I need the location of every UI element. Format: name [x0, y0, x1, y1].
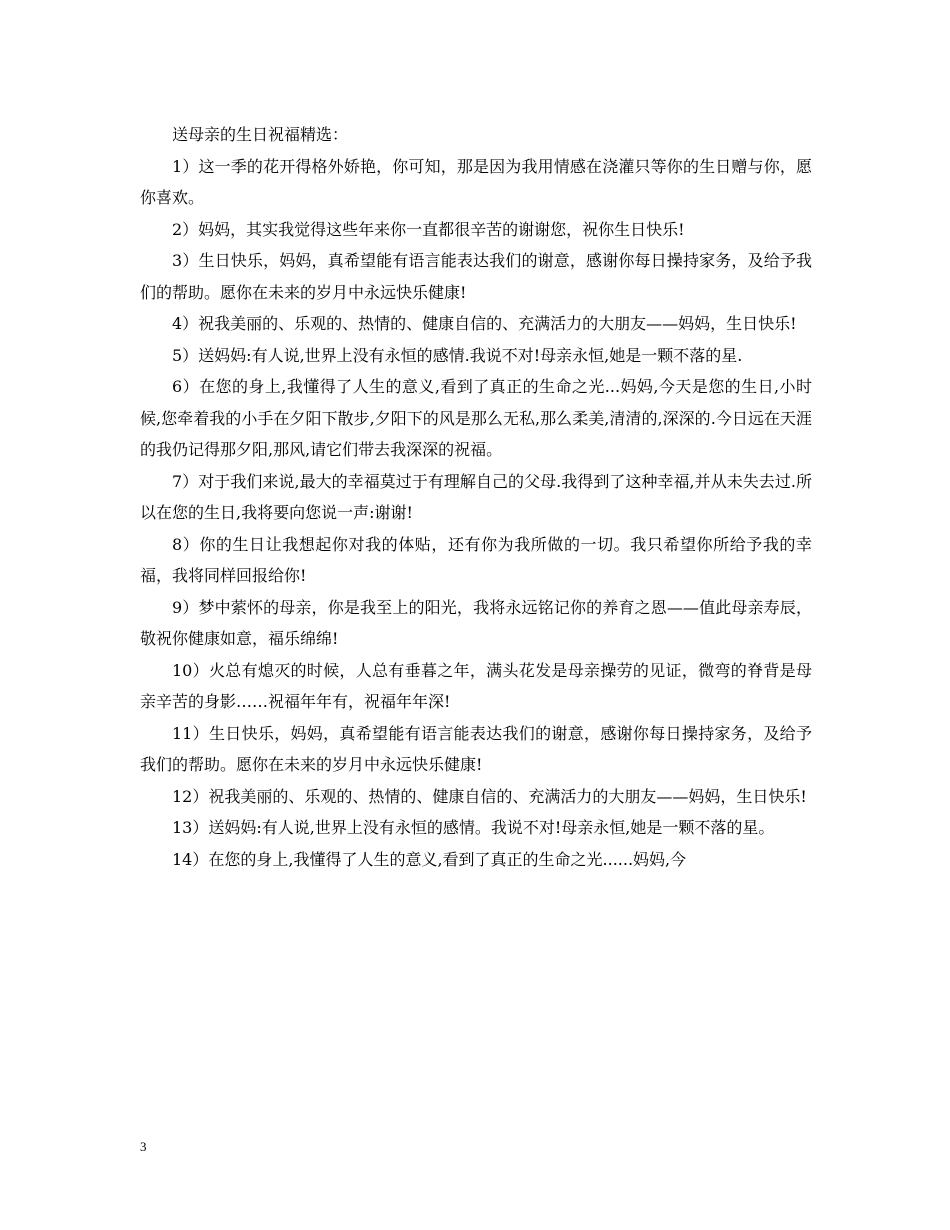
- wish-item-8: 8）你的生日让我想起你对我的体贴，还有你为我所做的一切。我只希望你所给予我的幸福，我将同样回报给你!: [140, 534, 812, 585]
- wish-item-1: 1）这一季的花开得格外娇艳，你可知，那是因为我用情感在浇灌只等你的生日赠与你，愿你喜欢。: [140, 156, 812, 207]
- wish-item-5: 5）送妈妈:有人说,世界上没有永恒的感情.我说不对!母亲永恒,她是一颗不落的星.: [172, 345, 743, 365]
- wish-item-4: 4）祝我美丽的、乐观的、热情的、健康自信的、充满活力的大朋友——妈妈，生日快乐!: [172, 314, 797, 333]
- wish-item-7: 7）对于我们来说,最大的幸福莫过于有理解自己的父母.我得到了这种幸福,并从未失去过.所以在您的生日,我将要向您说一声:谢谢!: [140, 471, 812, 522]
- page-number: 3: [140, 1139, 147, 1154]
- wish-item-6: 6）在您的身上,我懂得了人生的意义,看到了真正的生命之光...妈妈,今天是您的生日,小时候,您牵着我的小手在夕阳下散步,夕阳下的风是那么无私,那么柔美,清清的,深深的.今日远在天涯的我仍记得那夕阳,那风,请它们带去我深深的祝福。: [140, 377, 812, 459]
- wish-item-10: 10）火总有熄灭的时候，人总有垂暮之年，满头花发是母亲操劳的见证，微弯的脊背是母亲辛苦的身影……祝福年年有，祝福年年深!: [140, 660, 812, 711]
- wish-item-14: 14）在您的身上,我懂得了人生的意义,看到了真正的生命之光......妈妈,今: [172, 849, 687, 869]
- document-body: [140, 119, 812, 875]
- wish-item-12: 12）祝我美丽的、乐观的、热情的、健康自信的、充满活力的大朋友——妈妈，生日快乐!: [172, 786, 807, 806]
- wish-item-2: 2）妈妈，其实我觉得这些年来你一直都很辛苦的谢谢您，祝你生日快乐!: [172, 219, 685, 239]
- wish-item-13: 13）送妈妈:有人说,世界上没有永恒的感情。我说不对!母亲永恒,她是一颗不落的星。: [172, 818, 775, 837]
- wish-item-11: 11）生日快乐，妈妈，真希望能有语言能表达我们的谢意，感谢你每日操持家务，及给予我们的帮助。愿你在未来的岁月中永远快乐健康!: [140, 723, 812, 774]
- section-heading: 送母亲的生日祝福精选：: [172, 125, 349, 144]
- wish-item-9: 9）梦中萦怀的母亲，你是我至上的阳光，我将永远铭记你的养育之恩——值此母亲寿辰，敬祝你健康如意，福乐绵绵!: [140, 597, 812, 648]
- wish-item-3: 3）生日快乐，妈妈，真希望能有语言能表达我们的谢意，感谢你每日操持家务，及给予我们的帮助。愿你在未来的岁月中永远快乐健康!: [140, 251, 812, 302]
